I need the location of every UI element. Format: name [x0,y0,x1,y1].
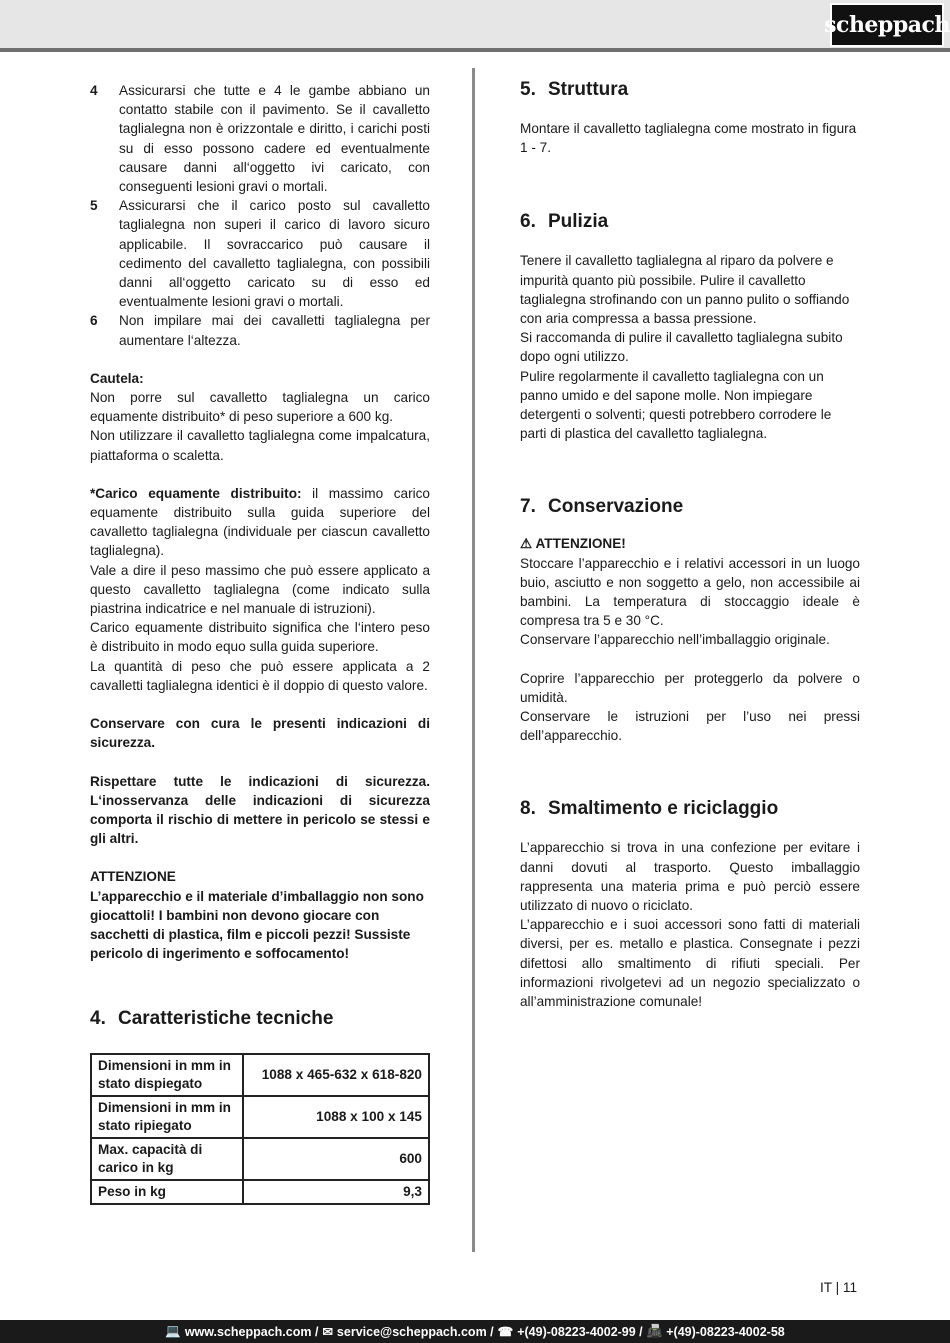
paragraph: La quantità di peso che può essere applicata a 2 cavalletti taglialegna identici è il doppio di questo valore. [90,658,430,693]
list-item: 4 Assicurarsi che tutte e 4 le gambe abbiano un contatto stabile con il pavimento. Se il cavalletto taglialegna non è orizzontale e diritto, i carichi posti su di esso possono cadere ed eventualmente causare danni all‘oggetto ivi caricato, con conseguenti lesioni gravi o mortali. [90,83,430,195]
section-title: 6. Pulizia [520,211,609,233]
paragraph: Si raccomanda di pulire il cavalletto taglialegna subito dopo ogni utilizzo. [520,330,843,365]
section-title: 7. Conservazione [520,496,684,518]
paragraph: L’apparecchio e i suoi accessori sono fatti di materiali diversi, per es. metallo e plastica. Consegnate i pezzi difettosi allo smaltimento di rifiuti speciali. Per informazioni rivolgetevi ad un negozio specializzato o all’amministrazione comunale! [520,917,860,1010]
paragraph: Carico equamente distribuito significa che l‘intero peso è distribuito in modo equo sulla guida superiore. [90,620,430,655]
header-rule [0,48,950,52]
keep-instructions: Conservare con cura le presenti indicazioni di sicurezza. [90,716,430,751]
list-item: 5 Assicurarsi che il carico posto sul cavalletto taglialegna non superi il carico di lavoro sicuro applicabile. Il sovraccarico può causare il cedimento del cavalletto taglialegna, con possibili danni all‘oggetto caricato su di esso ed eventualmente lesioni gravi o mortali. [90,198,430,310]
section-title: 4. Caratteristiche tecniche [90,1008,334,1030]
paragraph: Vale a dire il peso massimo che può essere applicato a questo cavalletto taglialegna (come indicato sulla piastrina indicatrice e nel manuale di istruzioni). [90,562,430,617]
specs-table [90,1053,430,1205]
caution-title: Cautela: [90,370,144,386]
warning-title: ⚠ ATTENZIONE! [520,536,626,552]
paragraph: Coprire l’apparecchio per proteggerlo da polvere o umidità. [520,670,860,705]
udl-definition: *Carico equamente distribuito: il massimo carico equamente distribuito sulla guida superiore del cavalletto taglialegna (individuale per ciascun cavalletto taglialegna). [90,485,430,559]
paragraph: Conservare l’apparecchio nell’imballaggio originale. [520,632,830,648]
scheppach-logo: scheppach [830,3,944,47]
paragraph: Stoccare l’apparecchio e i relativi accessori in un luogo buio, asciutto e non soggetto a gelo, non accessibile ai bambini. La temperatura di stoccaggio ideale è compresa tra 5 e 30 °C. [520,555,860,629]
paragraph: Pulire regolarmente il cavalletto taglialegna con un panno umido e del sapone molle. Non impiegare detergenti o solventi; questi potrebbero corrodere le parti di plastica del cavalletto taglialegna. [520,368,832,442]
phone-icon: ☎ [497,1325,514,1339]
footer-bar [0,1320,950,1343]
paragraph: Tenere il cavalletto taglialegna al riparo da polvere e impurità quanto più possibile. Pulire il cavalletto taglialegna strofinando con un panno pulito o soffiando con aria compressa a bassa pressione. [520,253,850,327]
warning-triangle-icon: ⚠ [520,536,533,552]
respect-instructions: Rispettare tutte le indicazioni di sicurezza. L‘inosservanza delle indicazioni di sicurezza comporta il rischio di mettere in pericolo se stessi e gli altri. [90,773,430,847]
paragraph: Conservare le istruzioni per l’uso nei pressi dell’apparecchio. [520,709,860,744]
attention-text: L’apparecchio e il materiale d’imballaggio non sono giocattoli! I bambini non devono giocare con sacchetti di plastica, film e piccoli pezzi! Sussiste pericolo di ingerimento e soffocamento! [90,888,424,962]
table-row: Dimensioni in mm in stato ripiegato 1088 x 100 x 145 [91,1096,429,1138]
list-item: 6 Non impilare mai dei cavalletti taglialegna per aumentare l‘altezza. [90,313,430,348]
header-bar [0,0,950,48]
section-title: 8. Smaltimento e riciclaggio [520,798,779,820]
paragraph: L’apparecchio si trova in una confezione per evitare i danni dovuti al trasporto. Questo imballaggio rappresenta una materia prima e può perciò essere utilizzato di nuovo o riciclato. [520,840,860,914]
computer-icon: 💻 [165,1324,181,1338]
phone-number: +(49)-08223-4002-99 / [517,1324,643,1339]
table-row: Max. capacità di carico in kg 600 [91,1138,429,1180]
fax-icon: 📠 [646,1324,663,1338]
right-column [520,78,860,1011]
fax-number: +(49)-08223-4002-58 [666,1324,785,1339]
caution-text: Non utilizzare il cavalletto taglialegna come impalcatura, piattaforma o scaletta. [90,428,430,463]
left-column [90,81,430,1205]
caution-text: Non porre sul cavalletto taglialegna un carico equamente distribuito* di peso superiore a 600 kg. [90,390,430,425]
email-link[interactable]: service@scheppach.com / [336,1324,494,1339]
section-title: 5. Struttura [520,79,629,100]
table-row: Peso in kg 9,3 [91,1180,429,1204]
page-number: IT | 11 [820,1280,858,1295]
column-divider [472,68,475,1252]
attention-title: ATTENZIONE [90,869,176,885]
paragraph: Montare il cavalletto taglialegna come mostrato in figura 1 - 7. [520,121,857,156]
email-icon: ✉ [322,1325,333,1339]
table-row: Dimensioni in mm in stato dispiegato 1088 x 465-632 x 618-820 [91,1054,429,1096]
website-link[interactable]: www.scheppach.com / [184,1324,319,1339]
